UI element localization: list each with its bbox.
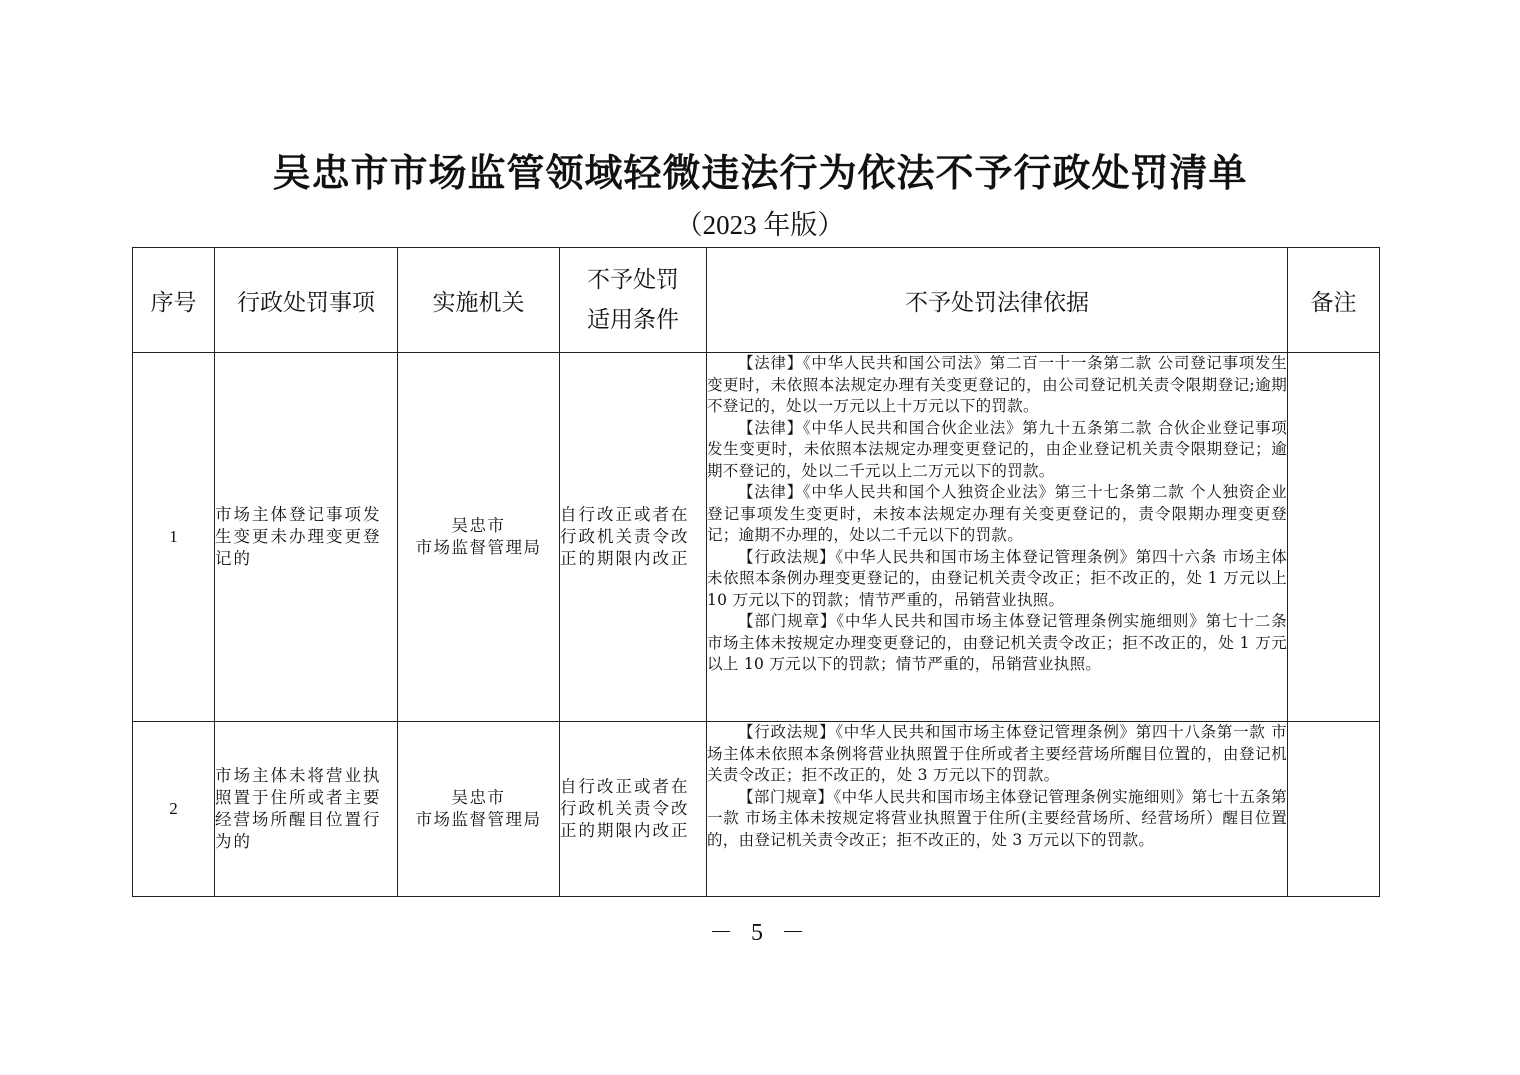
agency-line1: 吴忠市 bbox=[451, 516, 506, 535]
basis-paragraph: 【法律】《中华人民共和国个人独资企业法》第三十七条第二款 个人独资企业登记事项发生变更时，未按本法规定办理有关变更登记的，责令限期办理变更登记；逾期不办理的，处以二千元以下的罚款。 bbox=[707, 483, 1287, 544]
page-title: 吴忠市市场监管领域轻微违法行为依法不予行政处罚清单 bbox=[272, 150, 1248, 195]
header-no: 序号 bbox=[133, 248, 215, 353]
basis-paragraph: 【行政法规】《中华人民共和国市场主体登记管理条例》第四十六条 市场主体未依照本条例办理变更登记的，由登记机关责令改正；拒不改正的，处 1 万元以上 10 万元以下的罚款；情节严重的，吊销营业执照。 bbox=[707, 547, 1287, 609]
agency-line1: 吴忠市 bbox=[451, 788, 506, 807]
implementing-agency bbox=[398, 353, 560, 722]
basis-paragraph: 【部门规章】《中华人民共和国市场主体登记管理条例实施细则》第七十五条第一款 市场主体未按规定将营业执照置于住所(主要经营场所、经营场所）醒目位置的，由登记机关责令改正；拒不改正的，处 3 万元以下的罚款。 bbox=[707, 787, 1287, 849]
row-number: 1 bbox=[133, 353, 215, 722]
row-number: 2 bbox=[133, 722, 215, 897]
agency-line2: 市场监督管理局 bbox=[415, 538, 542, 557]
header-remark: 备注 bbox=[1288, 248, 1380, 353]
table-header-row bbox=[133, 248, 1380, 353]
implementing-agency bbox=[398, 722, 560, 897]
legal-basis bbox=[707, 722, 1288, 897]
agency-line2: 市场监督管理局 bbox=[415, 810, 542, 829]
table-row bbox=[133, 353, 1380, 722]
penalty-item: 市场主体登记事项发生变更未办理变更登记的 bbox=[215, 353, 398, 722]
page-number: － 5 － bbox=[709, 920, 811, 946]
basis-paragraph: 【法律】《中华人民共和国合伙企业法》第九十五条第二款 合伙企业登记事项发生变更时，未依照本法规定办理变更登记的，由企业登记机关责令限期登记；逾期不登记的，处以二千元以上二万元以下的罚款。 bbox=[707, 418, 1287, 480]
header-condition-line1: 不予处罚 bbox=[587, 267, 679, 293]
page-subtitle: （2023 年版） bbox=[675, 210, 845, 240]
basis-paragraph: 【部门规章】《中华人民共和国市场主体登记管理条例实施细则》第七十二条 市场主体未按规定办理变更登记的，由登记机关责令改正；拒不改正的，处 1 万元以上 10 万元以下的罚款；情节严重的，吊销营业执照。 bbox=[707, 612, 1287, 673]
legal-basis bbox=[707, 353, 1288, 722]
basis-paragraph: 【行政法规】《中华人民共和国市场主体登记管理条例》第四十八条第一款 市场主体未依照本条例将营业执照置于住所或者主要经营场所醒目位置的，由登记机关责令改正；拒不改正的，处 3 万元以下的罚款。 bbox=[707, 723, 1287, 784]
header-org: 实施机关 bbox=[398, 248, 560, 353]
header-condition bbox=[560, 248, 707, 353]
basis-paragraph: 【法律】《中华人民共和国公司法》第二百一十一条第二款 公司登记事项发生变更时，未依照本法规定办理有关变更登记的，由公司登记机关责令限期登记;逾期不登记的，处以一万元以上十万元以下的罚款。 bbox=[707, 354, 1287, 415]
penalty-list-table bbox=[132, 247, 1380, 897]
exemption-condition: 自行改正或者在行政机关责令改正的期限内改正 bbox=[560, 353, 707, 722]
remark-cell bbox=[1288, 353, 1380, 722]
penalty-item: 市场主体未将营业执照置于住所或者主要经营场所醒目位置行为的 bbox=[215, 722, 398, 897]
header-condition-line2: 适用条件 bbox=[587, 307, 679, 333]
table-row bbox=[133, 722, 1380, 897]
header-basis: 不予处罚法律依据 bbox=[707, 248, 1288, 353]
exemption-condition: 自行改正或者在行政机关责令改正的期限内改正 bbox=[560, 722, 707, 897]
header-item: 行政处罚事项 bbox=[215, 248, 398, 353]
remark-cell bbox=[1288, 722, 1380, 897]
